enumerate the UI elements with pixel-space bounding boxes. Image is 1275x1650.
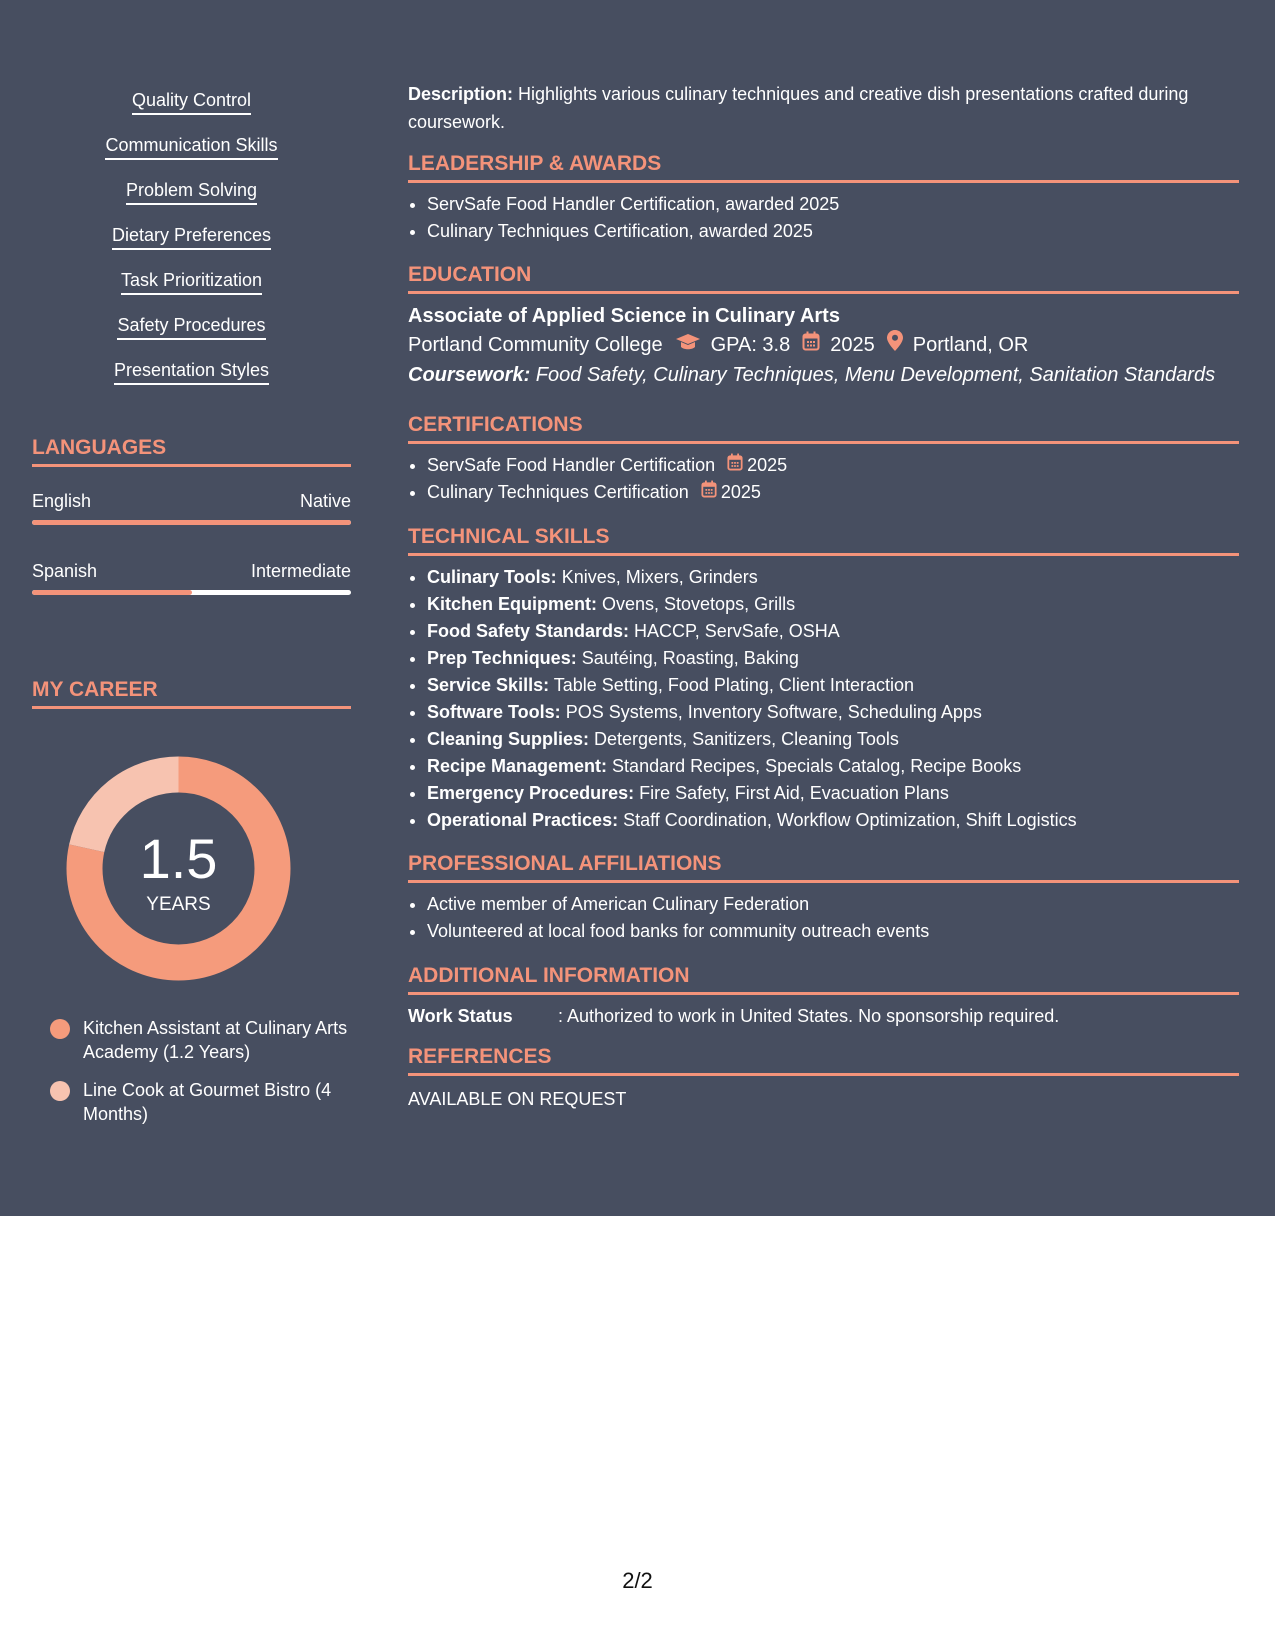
affiliations-section [408, 850, 1239, 945]
language-row [32, 559, 351, 629]
career-title: MY CAREER [32, 676, 351, 709]
language-level: Intermediate [250, 561, 351, 581]
language-bar [32, 590, 351, 595]
leadership-section [408, 150, 1239, 245]
certifications-title: CERTIFICATIONS [408, 411, 1239, 444]
languages-section [32, 434, 351, 629]
career-unit: YEARS [146, 894, 211, 915]
language-bar [32, 520, 351, 525]
additional-info-title: ADDITIONAL INFORMATION [408, 962, 1239, 995]
skill-item: Quality Control [32, 88, 351, 133]
list-item: • Operational Practices: Staff Coordination, Workflow Optimization, Shift Logistics [427, 807, 1239, 834]
skill-item: Problem Solving [32, 178, 351, 223]
skill-item: Communication Skills [32, 133, 351, 178]
education-details [408, 330, 1239, 360]
leadership-list [408, 191, 1239, 245]
leadership-title: LEADERSHIP & AWARDS [408, 150, 1239, 183]
education-title: EDUCATION [408, 261, 1239, 294]
list-item: • Culinary Techniques Certification 2025 [427, 479, 1239, 506]
technical-skills-section [408, 523, 1239, 834]
skill-item: Safety Procedures [32, 313, 351, 358]
page-number: 2/2 [622, 1568, 653, 1593]
career-section [32, 676, 351, 1124]
affiliations-list [408, 891, 1239, 945]
additional-info-section [408, 962, 1239, 1029]
language-name: English [32, 491, 92, 511]
list-item: • Recipe Management: Standard Recipes, Specials Catalog, Recipe Books [427, 753, 1239, 780]
work-status: Work Status : Authorized to work in United States. No sponsorship required. [408, 1006, 1060, 1026]
references-title: REFERENCES [408, 1043, 1239, 1076]
project-description: Description: Highlights various culinary techniques and creative dish presentations crafted during coursework. [408, 84, 1189, 132]
affiliations-title: PROFESSIONAL AFFILIATIONS [408, 850, 1239, 883]
list-item: • Active member of American Culinary Federation [427, 891, 1239, 918]
school-name: Portland Community College [408, 334, 663, 356]
graduation-year: 2025 [830, 334, 875, 356]
language-level: Native [299, 491, 351, 511]
language-name: Spanish [32, 561, 98, 581]
list-item: • Prep Techniques: Sautéing, Roasting, Baking [427, 645, 1239, 672]
languages-title: LANGUAGES [32, 434, 351, 467]
degree-name: Associate of Applied Science in Culinary Arts [408, 305, 840, 327]
references-section [408, 1043, 1239, 1112]
calendar-icon [802, 330, 820, 360]
language-bar-fill [32, 590, 192, 595]
list-item: • Volunteered at local food banks for community outreach events [427, 918, 1239, 945]
list-item: • Cleaning Supplies: Detergents, Sanitizers, Cleaning Tools [427, 726, 1239, 753]
technical-skills-list [408, 564, 1239, 834]
calendar-icon [701, 479, 717, 506]
list-item: • Software Tools: POS Systems, Inventory Software, Scheduling Apps [427, 699, 1239, 726]
career-total: 1.5 [139, 827, 218, 890]
career-legend-item: Line Cook at Gourmet Bistro (4 Months) [50, 1078, 350, 1126]
language-bar-fill [32, 520, 351, 525]
language-row [32, 489, 351, 559]
list-item: • Emergency Procedures: Fire Safety, First Aid, Evacuation Plans [427, 780, 1239, 807]
list-item: • ServSafe Food Handler Certification, awarded 2025 [427, 191, 1239, 218]
certifications-list [408, 452, 1239, 506]
coursework: Coursework: Food Safety, Culinary Techniques, Menu Development, Sanitation Standards [408, 364, 1216, 386]
school-location: Portland, OR [912, 334, 1029, 356]
career-legend [50, 1016, 350, 1140]
skills-list [32, 88, 351, 403]
list-item: • Culinary Tools: Knives, Mixers, Grinders [427, 564, 1239, 591]
legend-dot [50, 1081, 70, 1101]
references-text: AVAILABLE ON REQUEST [408, 1089, 627, 1109]
skill-item: Task Prioritization [32, 268, 351, 313]
list-item: • Food Safety Standards: HACCP, ServSafe, OSHA [427, 618, 1239, 645]
education-section [408, 261, 1239, 390]
certifications-section [408, 411, 1239, 506]
technical-skills-title: TECHNICAL SKILLS [408, 523, 1239, 556]
legend-dot [50, 1019, 70, 1039]
skill-item: Dietary Preferences [32, 223, 351, 268]
location-pin-icon [887, 330, 903, 360]
list-item: • Service Skills: Table Setting, Food Plating, Client Interaction [427, 672, 1239, 699]
list-item: • Kitchen Equipment: Ovens, Stovetops, Grills [427, 591, 1239, 618]
skill-item: Presentation Styles [32, 358, 351, 403]
gpa: GPA: 3.8 [710, 334, 791, 356]
calendar-icon [727, 452, 743, 479]
career-legend-item: Kitchen Assistant at Culinary Arts Academy (1.2 Years) [50, 1016, 350, 1064]
career-donut-chart [66, 756, 291, 981]
list-item: • ServSafe Food Handler Certification 2025 [427, 452, 1239, 479]
graduation-cap-icon [675, 330, 701, 360]
list-item: • Culinary Techniques Certification, awarded 2025 [427, 218, 1239, 245]
